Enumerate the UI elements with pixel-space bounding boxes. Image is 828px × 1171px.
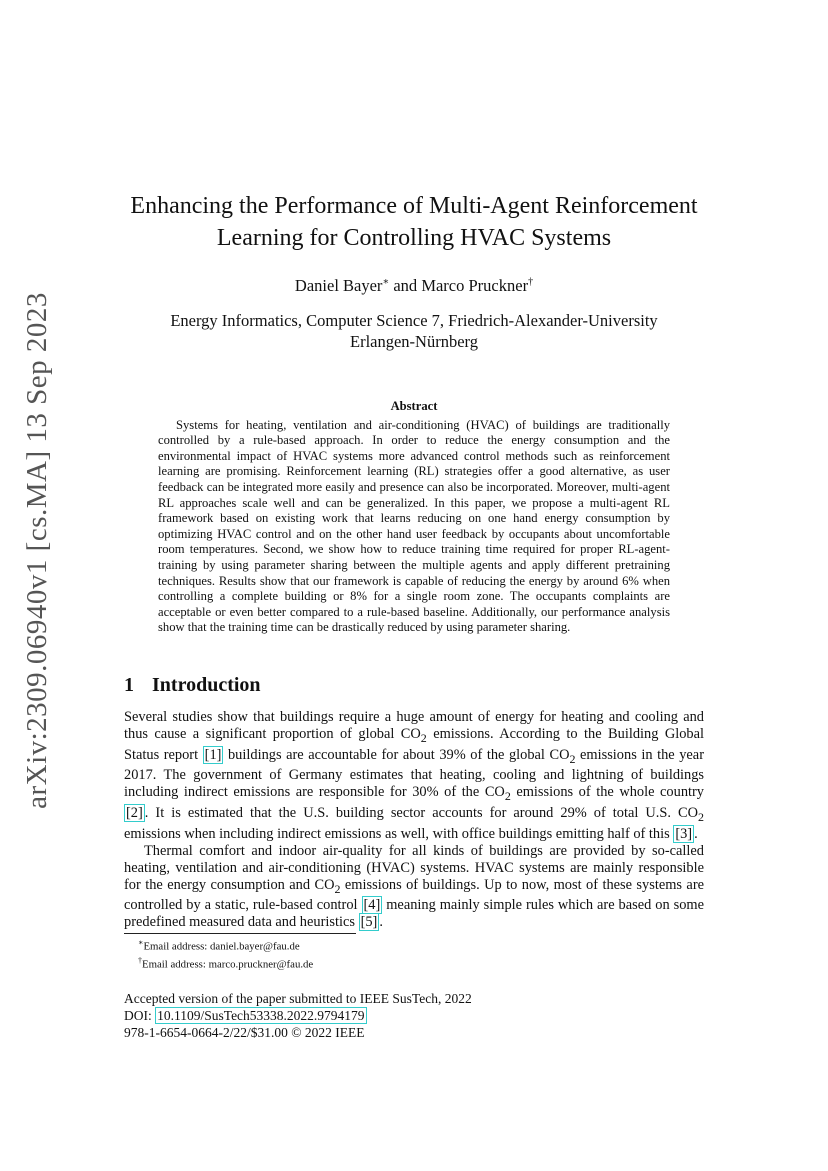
doi-line [124, 1007, 472, 1024]
co2-subscript: 2 [420, 730, 427, 745]
doi-link[interactable]: 10.1109/SusTech53338.2022.9794179 [157, 1008, 365, 1023]
intro-p1-text-g: emissions when including indirect emissions as well, with office buildings emitting half of this [124, 825, 674, 842]
co2-subscript: 2 [569, 751, 576, 766]
author-2-footnote-mark: † [528, 276, 534, 288]
abstract-text: Systems for heating, ventilation and air-conditioning (HVAC) of buildings are traditionally controlled by a rule-based approach. In order to reduce the energy consumption and the environmental impact of HVAC systems more advanced control methods such as reinforcement learning are promising. Reinforcement learning (RL) strategies offer a good alternative, as user feedback can be integrated more easily and presence can also be incorporated. Moreover, multi-agent RL approaches scale well and can be generalized. In this paper, we propose a multi-agent RL framework based on existing work that learns reducing on one hand energy consumption by optimizing HVAC control and on the other hand user feedback by occupants about uncomfortable room temperatures. Second, we show how to reduce training time required for proper RL-agent-training by using parameter sharing between the multiple agents and apply different pretraining techniques. Results show that our framework is capable of reducing the energy by around 6% when controlling a complete building or 8% for a single room zone. The occupants complaints are acceptable or even better compared to a rule-based baseline. Additionally, our performance analysis show that the training time can be drastically reduced by using parameter sharing. [158, 417, 670, 635]
author-list [124, 276, 704, 296]
citation-link-5[interactable]: [5] [360, 914, 378, 931]
citation-link-4[interactable]: [4] [363, 897, 381, 914]
intro-p1-text-b: emissions. According to the Building Global Status report [124, 725, 704, 763]
footnote-2-mark: † [138, 955, 142, 965]
title-line-1: Enhancing the Performance of Multi-Agent Reinforcement [130, 193, 698, 219]
intro-p1-text-a: Several studies show that buildings require a huge amount of energy for heating and cooling and thus cause a significant proportion of global CO [124, 709, 704, 742]
abstract-heading: Abstract [390, 399, 438, 413]
affiliation [124, 310, 704, 352]
intro-p1-text-d: emissions in the year 2017. The government of Germany estimates that heating, cooling and lightning of buildings including indirect emissions are responsible for 30% of the CO [124, 746, 704, 801]
arxiv-identifier: arXiv:2309.06940v1 [cs.MA] 13 Sep 2023 [20, 291, 53, 809]
footnote-2 [138, 954, 313, 972]
citation-link-2[interactable]: [2] [126, 805, 143, 822]
intro-p1-text-h: . [694, 825, 698, 842]
author-2: Marco Pruckner [421, 276, 529, 295]
intro-p2-text-a: Thermal comfort and indoor air-quality for all kinds of buildings are provided by so-called heating, ventilation and air-conditioning (HVAC) systems. HVAC systems are mainly responsible for the energy consumption and CO [124, 842, 704, 893]
section-title: Introduction [152, 674, 261, 696]
intro-p1-text-e: emissions of the whole country [510, 784, 704, 801]
intro-p2-text-b: emissions of buildings. Up to now, most of these systems are controlled by a static, rule-based control [124, 876, 704, 914]
paper-title [124, 190, 704, 254]
arxiv-sidebar [12, 220, 62, 880]
abstract [158, 399, 670, 636]
footnote-2-text: Email address: marco.pruckner@fau.de [142, 958, 314, 971]
citation-link-3[interactable]: [3] [675, 825, 693, 842]
authors-conjunction: and [389, 276, 422, 295]
accepted-note: Accepted version of the paper submitted to IEEE SusTech, 2022 [124, 991, 472, 1006]
intro-p1-text-f: . It is estimated that the U.S. building sector accounts for around 29% of total U.S. CO [144, 805, 698, 822]
affiliation-line-1: Energy Informatics, Computer Science 7, Friedrich-Alexander-University [170, 311, 658, 330]
section-heading-introduction [124, 674, 261, 697]
citation-link-1[interactable]: [1] [204, 746, 222, 763]
footnote-1 [138, 936, 313, 954]
co2-subscript: 2 [698, 810, 704, 825]
footnotes [138, 936, 313, 971]
footnote-1-text: Email address: daniel.bayer@fau.de [143, 940, 300, 953]
author-1-footnote-mark: ∗ [382, 276, 390, 288]
title-block [124, 190, 704, 352]
co2-subscript: 2 [334, 881, 341, 896]
section-number: 1 [124, 674, 134, 696]
author-1: Daniel Bayer [294, 276, 383, 295]
intro-paragraph-2 [124, 843, 704, 931]
doi-label: DOI: [124, 1008, 156, 1023]
introduction-body [124, 709, 704, 931]
isbn-copyright: 978-1-6654-0664-2/22/$31.00 © 2022 IEEE [124, 1025, 365, 1040]
footnote-1-mark: ∗ [138, 938, 144, 947]
footnote-divider [124, 933, 356, 934]
affiliation-line-2: Erlangen-Nürnberg [350, 332, 478, 351]
co2-subscript: 2 [504, 789, 511, 804]
intro-paragraph-1 [124, 709, 704, 843]
intro-p1-text-c: buildings are accountable for about 39% of the global CO [223, 746, 570, 763]
intro-p2-text-c: meaning mainly simple rules which are based on some predefined measured data and heuristics [124, 897, 704, 931]
intro-p2-text-d: . [379, 914, 383, 931]
publication-info [124, 990, 472, 1041]
title-line-2: Learning for Controlling HVAC Systems [216, 225, 612, 251]
